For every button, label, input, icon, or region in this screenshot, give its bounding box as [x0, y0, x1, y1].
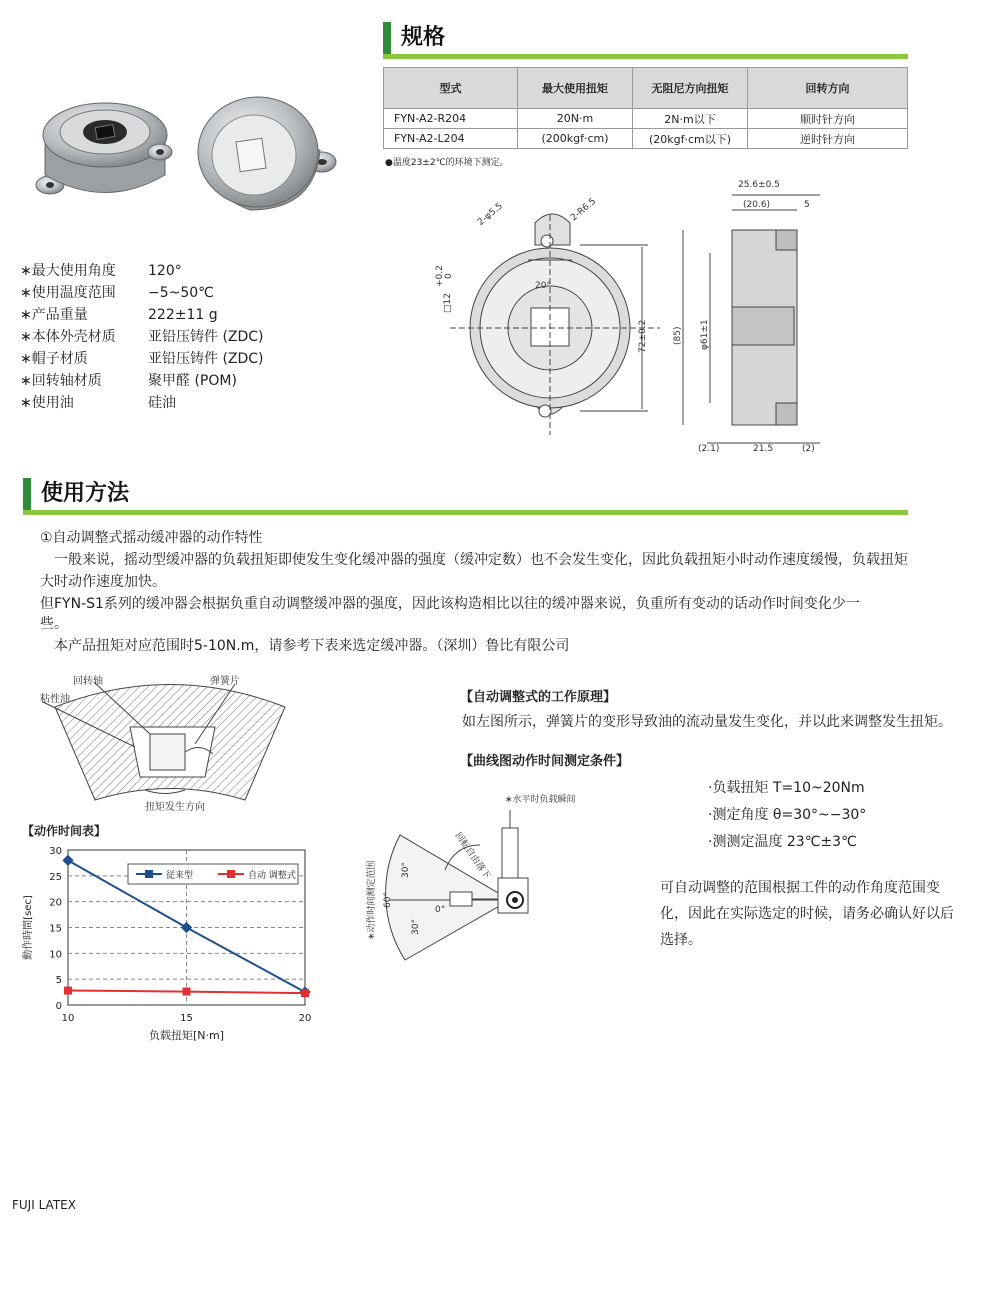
y-tick-label: 25: [49, 871, 62, 883]
property-value: −5~50℃: [148, 285, 214, 301]
property-value: 聚甲醛 (POM): [148, 373, 237, 389]
table-row: [384, 109, 908, 129]
note-line: 选择。: [660, 932, 702, 948]
model-r: FYN-A2-R204: [384, 109, 518, 129]
fig-0: 0°: [435, 905, 446, 915]
measurement-figure: [360, 790, 576, 965]
label-spring: 弹簧片: [210, 676, 240, 687]
header-accent-bar: [23, 478, 31, 510]
product-photo-front: [36, 103, 172, 194]
legend-label: 従来型: [166, 871, 194, 881]
fig-30b: 30°: [411, 919, 421, 935]
usage-heading: 使用方法: [41, 481, 130, 506]
list-item: [20, 392, 264, 414]
conditions-note: [660, 875, 954, 953]
legend-marker: [227, 870, 235, 878]
usage-p2b: 些。: [40, 616, 68, 632]
x-tick-label: 10: [61, 1013, 75, 1024]
list-item: ·负载扭矩 T=10~20Nm: [708, 780, 865, 796]
dim-tol: +0.2: [435, 265, 445, 287]
mechanism-diagram: [35, 672, 295, 817]
product-photos: [30, 90, 350, 220]
product-photo-back: [198, 97, 336, 210]
property-value: 亚铅压铸件 (ZDC): [148, 329, 264, 345]
list-item: ·测定角度 θ=30°~−30°: [708, 807, 867, 823]
label-oil: 粘性油: [40, 694, 70, 705]
dim-25-6: 25.6±0.5: [738, 180, 780, 190]
list-item: ·测测定温度 23℃±3℃: [708, 834, 857, 850]
x-tick-label: 15: [180, 1013, 193, 1024]
dim-5: 5: [804, 200, 810, 210]
list-item: [20, 326, 264, 348]
spec-note: ●温度23±2℃的环境下测定。: [385, 158, 509, 168]
dim-72: 72±0.2: [638, 319, 648, 353]
spec-col-rotation: 回转方向: [748, 68, 908, 109]
y-tick-label: 30: [49, 846, 62, 857]
spec-section-header: [383, 22, 908, 59]
fig-side-label: ∗动作时间测定范围: [367, 860, 377, 940]
dim-2-1: (2.1): [698, 444, 720, 454]
dim-61: φ61±1: [700, 319, 710, 350]
label-direction: 扭矩发生方向: [145, 802, 205, 813]
dim-sq: □12: [443, 293, 453, 313]
spec-col-max-torque: 最大使用扭矩: [518, 68, 633, 109]
property-value: 亚铅压铸件 (ZDC): [148, 351, 264, 367]
x-tick-label: 20: [298, 1013, 312, 1024]
note-line: 化，因此在实际选定的时候，请务必确认好以后: [660, 906, 954, 922]
side-view: [683, 195, 820, 443]
property-key: ∗产品重量: [20, 307, 88, 323]
conditions-heading: 【曲线图动作时间测定条件】: [460, 754, 630, 769]
property-value: 硅油: [148, 395, 176, 411]
spec-table: [383, 67, 908, 149]
usage-p3: 本产品扭矩对应范围时5-10N.m，请参考下表来选定缓冲器。（深圳）鲁比有限公司: [40, 638, 570, 654]
y-tick-label: 15: [49, 923, 62, 935]
footer-brand: FUJI LATEX: [12, 1198, 76, 1212]
free-torque-nm: 2N·m以下: [633, 109, 748, 129]
rotation-cw: 顺时针方向: [748, 109, 908, 129]
note-line: 可自动调整的范围根据工件的动作角度范围变: [660, 880, 940, 896]
usage-p1b: 大时动作速度加快。: [40, 574, 166, 590]
data-point: [64, 987, 72, 995]
header-accent-bar: [383, 22, 391, 54]
max-torque-nm: 20N·m: [518, 109, 633, 129]
spec-table-header-row: [384, 68, 908, 109]
label-shaft: 回转轴: [73, 676, 103, 687]
rotation-ccw: 逆时针方向: [748, 129, 908, 149]
usage-section-header: [23, 478, 908, 515]
y-tick-label: 5: [55, 975, 62, 987]
operation-time-chart: [15, 840, 315, 1045]
fig-fall-label: 回転自由落下: [452, 830, 492, 881]
property-key: ∗最大使用角度: [20, 263, 116, 279]
usage-subheading: ①自动调整式摇动缓冲器的动作特性: [40, 530, 263, 546]
property-key: ∗本体外壳材质: [20, 329, 116, 345]
fig-top-label: ∗水平时负载瞬间: [505, 795, 576, 805]
dim-2: (2): [802, 444, 815, 454]
data-point: [301, 989, 309, 997]
spec-col-free-torque: 无阻尼方向扭矩: [633, 68, 748, 109]
usage-p2a: 但FYN-S1系列的缓冲器会根据负重自动调整缓冲器的强度，因此该构造相比以往的缓冲器来说，负重所有变动的话动作时间变化少一: [40, 596, 860, 612]
list-item: [20, 282, 264, 304]
spec-heading: 规格: [401, 25, 446, 50]
property-key: ∗帽子材质: [20, 351, 88, 367]
conditions-list: [708, 775, 866, 856]
dim-2-r: 2-R6.5: [569, 196, 599, 224]
spec-col-model: 型式: [384, 68, 518, 109]
property-key: ∗回转轴材质: [20, 373, 102, 389]
legend-label: 自动 调整式: [248, 871, 296, 881]
data-point: [183, 988, 191, 996]
model-l: FYN-A2-L204: [384, 129, 518, 149]
legend-marker: [145, 870, 153, 878]
list-item: [20, 260, 264, 282]
table-row: [384, 129, 908, 149]
chart-title: 【动作时间表】: [22, 824, 107, 838]
principle-text: 如左图所示，弹簧片的变形导致油的流动量发生变化，并以此来调整发生扭矩。: [462, 714, 952, 730]
dim-21-5: 21.5: [753, 444, 774, 454]
dim-20deg: 20°: [535, 281, 551, 291]
fig-30a: 30°: [401, 862, 411, 878]
list-item: [20, 348, 264, 370]
y-axis-label: 動作時間[sec]: [23, 895, 34, 960]
principle-heading: 【自动调整式的工作原理】: [460, 690, 617, 705]
property-key: ∗使用油: [20, 395, 74, 411]
list-item: [20, 304, 264, 326]
y-tick-label: 20: [49, 897, 62, 909]
list-item: [20, 370, 264, 392]
y-tick-label: 0: [55, 1001, 62, 1012]
dim-20-6: (20.6): [743, 200, 771, 210]
property-list: [20, 260, 264, 414]
usage-p1a: 一般来说，摇动型缓冲器的负载扭矩即使发生变化缓冲器的强度（缓冲定数）也不会发生变化，因此负载扭矩小时动作速度缓慢，负载扭矩: [40, 552, 908, 568]
property-key: ∗使用温度范围: [20, 285, 116, 301]
property-value: 120°: [148, 263, 182, 279]
dimension-drawing: [420, 175, 840, 460]
max-torque-kgf: (200kgf·cm): [518, 129, 633, 149]
y-tick-label: 10: [49, 949, 62, 961]
dim-85: (85): [673, 326, 683, 345]
dim-2-phi: 2-φ5.5: [476, 201, 505, 228]
fig-60: 60°: [383, 892, 393, 908]
dim-tol0: 0: [444, 273, 454, 279]
free-torque-kgf: (20kgf·cm以下): [633, 129, 748, 149]
property-value: 222±11 g: [148, 307, 218, 323]
x-axis-label: 负载扭矩[N·m]: [148, 1029, 225, 1042]
front-view: [450, 214, 660, 435]
